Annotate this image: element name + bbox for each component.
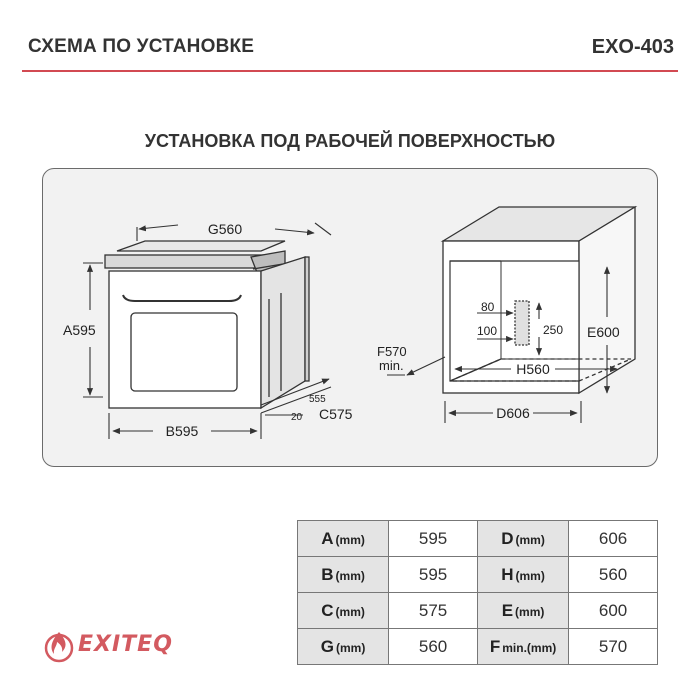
installation-diagram (43, 169, 659, 468)
table-key-cell: G (mm) (298, 629, 389, 665)
table-key-cell: A (mm) (298, 521, 389, 557)
table-value-cell: 560 (569, 557, 658, 593)
dim-d-label: D606 (496, 405, 530, 421)
dim-g-label: G560 (207, 221, 243, 237)
brand-logo-text: EXITEQ (78, 632, 173, 657)
page-title: СХЕМА ПО УСТАНОВКЕ (28, 36, 255, 57)
dim-250-label: 250 (543, 323, 564, 337)
oven-drawing (105, 241, 309, 408)
oven-side-body (261, 257, 305, 408)
header-divider (22, 70, 678, 72)
dim-e-label: E600 (587, 324, 620, 340)
installation-diagram-panel (42, 168, 658, 467)
flame-icon (42, 628, 82, 664)
table-row (298, 629, 658, 665)
dim-f-label: F570 (377, 344, 407, 359)
oven-control-panel (105, 255, 265, 268)
dim-a-label: A595 (63, 322, 96, 338)
dim-100-label: 100 (477, 324, 498, 338)
table-value-cell: 575 (389, 593, 478, 629)
dim-c-label: C575 (319, 406, 353, 422)
section-subtitle: УСТАНОВКА ПОД РАБОЧЕЙ ПОВЕРХНОСТЬЮ (144, 131, 556, 151)
dim-h-label: H560 (516, 361, 550, 377)
table-key-cell: E (mm) (477, 593, 568, 629)
table-key-cell: H (mm) (477, 557, 568, 593)
table-value-cell: 600 (569, 593, 658, 629)
table-value-cell: 560 (389, 629, 478, 665)
dim-b-label: B595 (165, 423, 199, 439)
table-value-cell: 595 (389, 521, 478, 557)
table-row (298, 521, 658, 557)
oven-rear-strip (305, 257, 309, 381)
table-value-cell: 570 (569, 629, 658, 665)
page-header (22, 36, 678, 72)
niche-vent-slot (515, 301, 529, 345)
table-row (298, 593, 658, 629)
dim-f-min-label: min. (379, 358, 404, 373)
dim-555-label: 555 (309, 394, 326, 405)
dimensions-table (297, 520, 658, 665)
table-key-cell: F min.(mm) (477, 629, 568, 665)
table-row (298, 557, 658, 593)
table-key-cell: D (mm) (477, 521, 568, 557)
dim-80-label: 80 (481, 300, 495, 314)
dim-20-label: 20 (291, 412, 303, 423)
oven-top-cover (117, 241, 285, 251)
brand-logo (42, 628, 192, 664)
table-key-cell: C (mm) (298, 593, 389, 629)
table-key-cell: B (mm) (298, 557, 389, 593)
oven-door (109, 271, 261, 408)
table-value-cell: 595 (389, 557, 478, 593)
table-value-cell: 606 (569, 521, 658, 557)
model-number: EXO-403 (591, 36, 674, 58)
